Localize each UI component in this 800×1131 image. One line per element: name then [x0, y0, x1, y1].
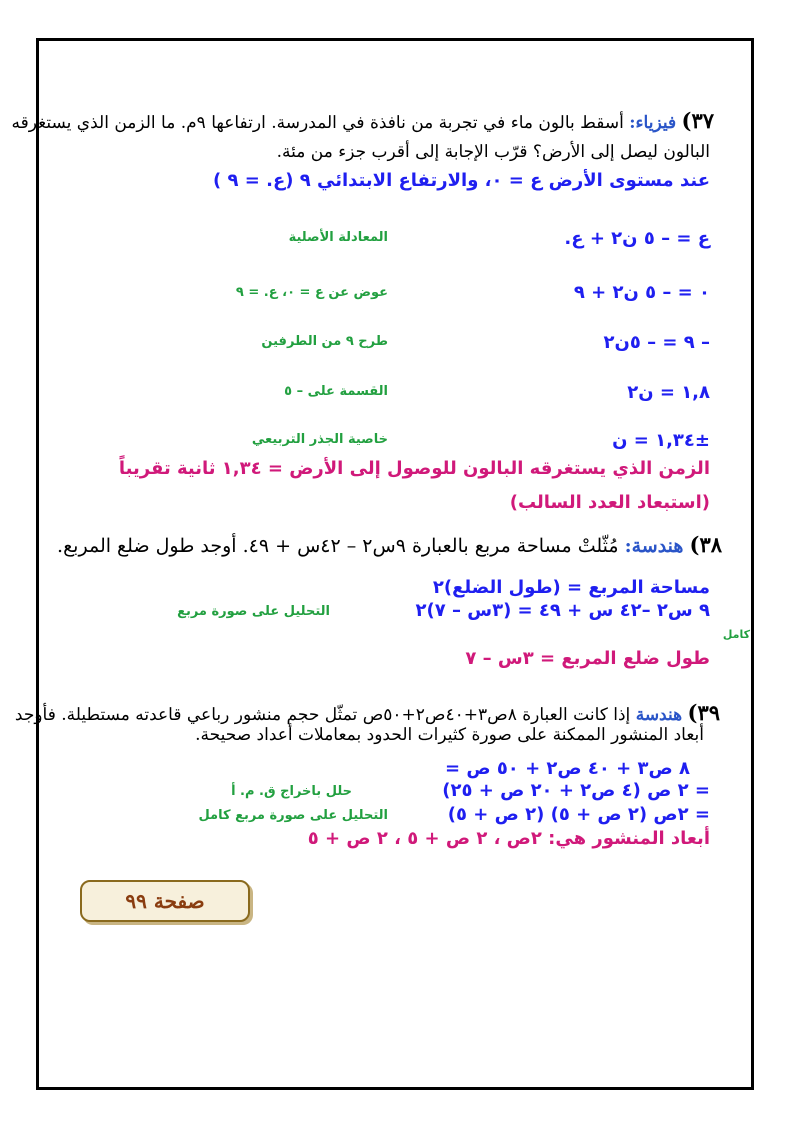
q37-step-eq-3: – ٩ = – ٥ن٢: [603, 332, 710, 353]
page-frame: [36, 38, 754, 1090]
q37-step-eq-5: ±١,٣٤ = ن: [612, 430, 710, 451]
q39-text-line2: أبعاد المنشور الممكنة على صورة كثيرات الحدود بمعاملات أعداد صحيحة.: [195, 725, 704, 745]
q37-number: ٣٧): [681, 108, 714, 133]
q37-step-eq-1: ع = – ٥ ن٢ + ع.: [564, 228, 710, 249]
q38-note-cont: كامل: [722, 628, 750, 641]
page-number-box: [80, 880, 250, 922]
q39-text-line1: إذا كانت العبارة ٨ص٣+٤٠ص٢+٥٠ص تمثّل حجم منشور رباعي قاعدته مستطيلة. فأوجد: [14, 705, 631, 725]
q37-step-note-2: عوض عن ع = ٠، ع. = ٩: [235, 285, 388, 300]
q37-step-note-5: خاصية الجذر التربيعي: [251, 432, 388, 447]
q37-answer-note: (استبعاد العدد السالب): [509, 492, 710, 513]
q37-text-line2: البالون ليصل إلى الأرض؟ قرّب الإجابة إلى أقرب جزء من مئة.: [276, 142, 710, 162]
q39-step-eq-2: = ٢ ص (٤ ص٢ + ٢٠ ص + ٢٥): [442, 780, 710, 801]
q38-subject: هندسة:: [624, 535, 684, 557]
q37-answer: الزمن الذي يستغرقه البالون للوصول إلى الأرض = ١,٣٤ ثانية تقريباً: [118, 458, 710, 479]
q39-number: ٣٩): [687, 700, 720, 725]
q37-text-line1: أسقط بالون ماء في تجربة من نافذة في المدرسة. ارتفاعها ٩م. ما الزمن الذي يستغرقه: [11, 113, 624, 133]
q37-step-eq-4: ١,٨ = ن٢: [627, 382, 710, 403]
q38-answer: طول ضلع المربع = ٣س – ٧: [465, 648, 710, 669]
q39-step-note-3: التحليل على صورة مربع كامل: [198, 808, 388, 823]
q37-step-eq-2: ٠ = – ٥ ن٢ + ٩: [573, 282, 710, 303]
q38-text: مُثّلتْ مساحة مربع بالعبارة ٩س٢ – ٤٢س + ٤٩. أوجد طول ضلع المربع.: [57, 535, 619, 557]
q39-line1: [15, 700, 720, 725]
q37-step-note-4: القسمة على – ٥: [284, 384, 388, 399]
page-number-label: صفحة ٩٩: [125, 889, 205, 913]
q37-subject: فيزياء:: [629, 113, 677, 133]
q39-step-note-2: حلل باخراج ق. م. أ: [231, 784, 352, 799]
q38-number: ٣٨): [689, 532, 722, 557]
q39-subject: هندسة: [635, 705, 683, 725]
q39-answer: أبعاد المنشور هي: ٢ص ، ٢ ص + ٥ ، ٢ ص + ٥: [307, 828, 710, 849]
q37-line1: [12, 108, 714, 133]
q38-line1: مساحة المربع = (طول الضلع)٢: [432, 577, 710, 598]
q37-step-note-1: المعادلة الأصلية: [288, 230, 388, 245]
q37-given: عند مستوى الأرض ع = ٠، والارتفاع الابتدائي ٩ (ع. = ٩ ): [213, 170, 710, 191]
q38-note: التحليل على صورة مربع: [177, 604, 330, 619]
q38-line2: ٩ س٢ –٤٢ س + ٤٩ = (٣س – ٧)٢: [415, 600, 710, 621]
q39-step-eq-1: ٨ ص٣ + ٤٠ ص٢ + ٥٠ ص =: [444, 758, 690, 779]
q37-step-note-3: طرح ٩ من الطرفين: [261, 334, 388, 349]
q39-step-eq-3: = ٢ص (٢ ص + ٥) (٢ ص + ٥): [447, 804, 710, 825]
q38-line: [57, 532, 722, 557]
